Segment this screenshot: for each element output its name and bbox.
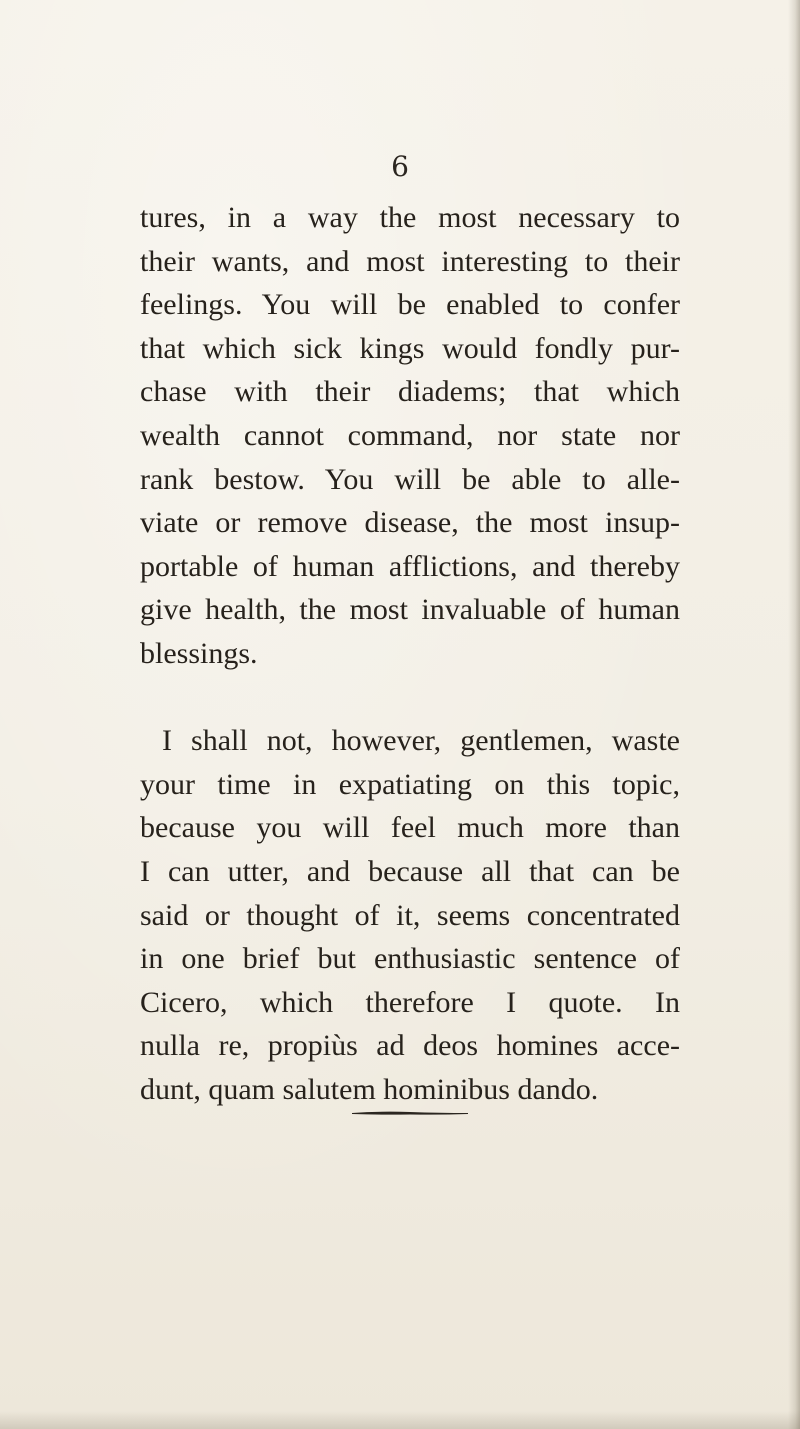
text-line: your time in expatiating on this topic, [140, 767, 680, 801]
page-bottom-shadow [0, 1411, 800, 1429]
text-line: I can utter, and because all that can be [140, 854, 680, 888]
text-line: dunt, quam salutem hominibus dando. [140, 1072, 599, 1106]
text-line: their wants, and most interesting to their [140, 244, 680, 278]
text-line: portable of human afflictions, and thereby [140, 549, 680, 583]
paragraph-1 [140, 196, 680, 676]
text-line: that which sick kings would fondly pur- [140, 331, 680, 365]
text-line: wealth cannot command, nor state nor [140, 418, 680, 452]
end-rule-ornament [350, 1110, 470, 1116]
text-line: feelings. You will be enabled to confer [140, 288, 680, 322]
text-line: chase with their diadems; that which [140, 375, 680, 409]
text-line: nulla re, propiùs ad deos homines acce- [140, 1029, 680, 1063]
paragraph-gap [140, 676, 680, 720]
page-edge-shadow [788, 0, 800, 1429]
text-line: I shall not, however, gentlemen, waste [162, 724, 680, 758]
page-number: 6 [391, 150, 409, 183]
text-line: give health, the most invaluable of human [140, 593, 680, 627]
text-line: Cicero, which therefore I quote. In [140, 985, 680, 1019]
body-text [140, 196, 680, 1111]
text-line: viate or remove disease, the most insup- [140, 506, 680, 540]
paragraph-2 [140, 719, 680, 1111]
text-line: blessings. [140, 636, 258, 670]
text-line: said or thought of it, seems concentrated [140, 898, 680, 932]
text-line: rank bestow. You will be able to alle- [140, 462, 680, 496]
text-line: tures, in a way the most necessary to [140, 201, 680, 234]
text-line: in one brief but enthusiastic sentence of [140, 942, 680, 976]
text-line: because you will feel much more than [140, 811, 680, 845]
